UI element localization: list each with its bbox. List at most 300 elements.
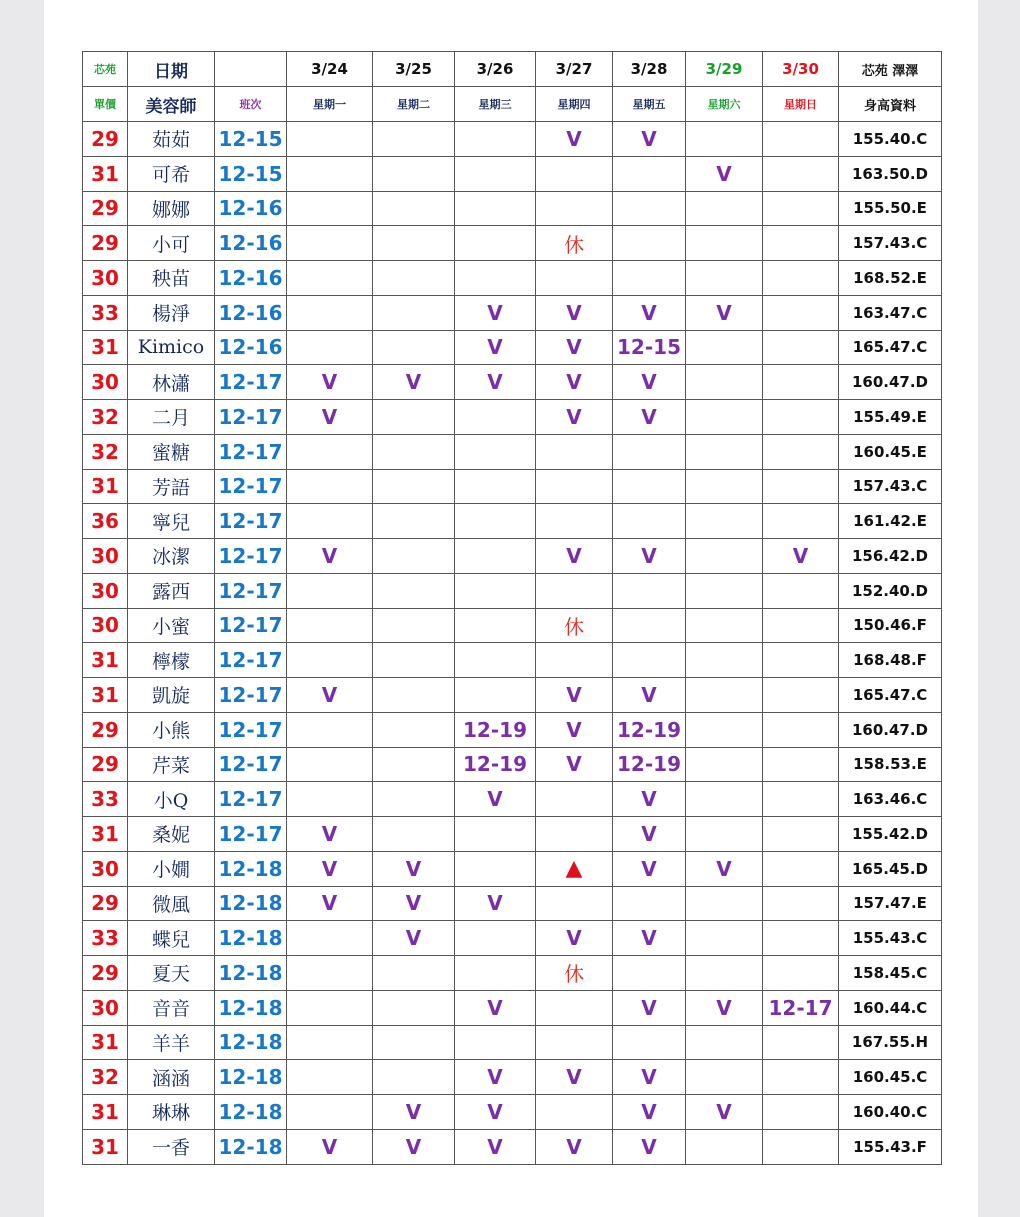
day-cell — [455, 504, 536, 539]
day-cell — [455, 261, 536, 296]
schedule-table — [82, 51, 942, 1165]
day-cell — [536, 504, 613, 539]
day-cell: V — [613, 921, 686, 956]
day-cell — [763, 1060, 839, 1095]
stylist-name-cell: 冰潔 — [128, 539, 215, 574]
height-cell: 160.47.D — [839, 712, 942, 747]
day-cell — [763, 122, 839, 157]
stylist-name-cell: 羊羊 — [128, 1025, 215, 1060]
height-cell: 155.49.E — [839, 400, 942, 435]
day-cell — [686, 782, 763, 817]
day-cell — [686, 712, 763, 747]
shift-cell: 12-16 — [215, 330, 287, 365]
day-cell — [287, 573, 373, 608]
day-cell — [686, 539, 763, 574]
shift-cell: 12-18 — [215, 851, 287, 886]
table-row — [83, 851, 942, 886]
stylist-name-cell: 露西 — [128, 573, 215, 608]
day-cell — [373, 191, 455, 226]
table-row — [83, 956, 942, 991]
day-cell — [763, 573, 839, 608]
day-cell — [686, 330, 763, 365]
day-cell: V — [287, 851, 373, 886]
stylist-name-cell: 凱旋 — [128, 678, 215, 713]
stylist-name-cell: 微風 — [128, 886, 215, 921]
day-cell — [763, 400, 839, 435]
price-cell: 33 — [83, 782, 128, 817]
day-cell — [763, 330, 839, 365]
day-cell: V — [763, 539, 839, 574]
price-cell: 31 — [83, 1095, 128, 1130]
day-cell: V — [686, 156, 763, 191]
price-cell: 32 — [83, 434, 128, 469]
table-row — [83, 1129, 942, 1164]
corner-top-label: 芯苑 — [83, 52, 128, 87]
day-cell — [287, 782, 373, 817]
day-cell: V — [373, 886, 455, 921]
day-cell: ▲ — [536, 851, 613, 886]
height-cell: 161.42.E — [839, 504, 942, 539]
height-cell: 167.55.H — [839, 1025, 942, 1060]
day-cell: V — [373, 365, 455, 400]
day-cell: V — [686, 851, 763, 886]
day-cell — [686, 921, 763, 956]
day-cell — [373, 539, 455, 574]
right-top-label: 芯苑 澤澤 — [839, 52, 942, 87]
day-cell — [613, 261, 686, 296]
day-cell — [373, 678, 455, 713]
day-cell — [536, 261, 613, 296]
height-cell: 165.47.C — [839, 678, 942, 713]
shift-cell: 12-16 — [215, 295, 287, 330]
shift-cell: 12-16 — [215, 226, 287, 261]
table-row — [83, 156, 942, 191]
day-cell: V — [287, 1129, 373, 1164]
price-cell: 33 — [83, 295, 128, 330]
height-cell: 160.44.C — [839, 990, 942, 1025]
day-cell — [287, 434, 373, 469]
stylist-label: 美容師 — [128, 87, 215, 122]
day-cell — [686, 817, 763, 852]
day-cell — [455, 643, 536, 678]
table-row — [83, 400, 942, 435]
day-cell: V — [536, 539, 613, 574]
height-cell: 150.46.F — [839, 608, 942, 643]
day-cell: V — [287, 539, 373, 574]
shift-cell: 12-18 — [215, 1060, 287, 1095]
day-cell: V — [373, 851, 455, 886]
date-fri: 3/28 — [613, 52, 686, 87]
shift-cell: 12-17 — [215, 400, 287, 435]
day-cell — [536, 191, 613, 226]
day-cell: V — [455, 295, 536, 330]
price-cell: 31 — [83, 1129, 128, 1164]
table-row — [83, 712, 942, 747]
day-cell — [613, 226, 686, 261]
shift-cell: 12-17 — [215, 817, 287, 852]
shift-cell: 12-18 — [215, 886, 287, 921]
stylist-name-cell: 一香 — [128, 1129, 215, 1164]
weekday-sun: 星期日 — [763, 87, 839, 122]
day-cell — [686, 1025, 763, 1060]
stylist-name-cell: 林瀟 — [128, 365, 215, 400]
day-cell: V — [455, 365, 536, 400]
day-cell: V — [287, 886, 373, 921]
stylist-name-cell: 茹茹 — [128, 122, 215, 157]
stylist-name-cell: 小蜜 — [128, 608, 215, 643]
day-cell — [455, 156, 536, 191]
height-cell: 165.45.D — [839, 851, 942, 886]
height-cell: 155.42.D — [839, 817, 942, 852]
day-cell: 12-19 — [613, 712, 686, 747]
day-cell — [763, 434, 839, 469]
day-cell: V — [536, 122, 613, 157]
day-cell — [536, 469, 613, 504]
stylist-name-cell: 楊淨 — [128, 295, 215, 330]
table-row — [83, 504, 942, 539]
day-cell: V — [686, 990, 763, 1025]
day-cell — [763, 295, 839, 330]
day-cell: 休 — [536, 608, 613, 643]
day-cell — [287, 469, 373, 504]
day-cell: V — [613, 678, 686, 713]
day-cell — [763, 226, 839, 261]
day-cell — [455, 817, 536, 852]
day-cell: 休 — [536, 226, 613, 261]
stylist-name-cell: 桑妮 — [128, 817, 215, 852]
day-cell: V — [686, 1095, 763, 1130]
height-cell: 160.45.E — [839, 434, 942, 469]
day-cell: V — [287, 817, 373, 852]
day-cell — [536, 1025, 613, 1060]
shift-cell: 12-16 — [215, 261, 287, 296]
day-cell — [373, 712, 455, 747]
day-cell — [536, 573, 613, 608]
day-cell — [373, 226, 455, 261]
day-cell — [373, 400, 455, 435]
document-page — [44, 0, 978, 1217]
date-wed: 3/26 — [455, 52, 536, 87]
day-cell — [373, 782, 455, 817]
stylist-name-cell: 琳琳 — [128, 1095, 215, 1130]
stylist-name-cell: 可希 — [128, 156, 215, 191]
day-cell — [763, 851, 839, 886]
day-cell — [613, 504, 686, 539]
height-cell: 157.43.C — [839, 226, 942, 261]
price-cell: 30 — [83, 608, 128, 643]
day-cell — [686, 365, 763, 400]
price-cell: 31 — [83, 678, 128, 713]
table-row — [83, 434, 942, 469]
day-cell — [763, 712, 839, 747]
weekday-wed: 星期三 — [455, 87, 536, 122]
day-cell — [455, 851, 536, 886]
day-cell — [536, 1095, 613, 1130]
height-cell: 157.43.C — [839, 469, 942, 504]
height-cell: 157.47.E — [839, 886, 942, 921]
day-cell — [686, 469, 763, 504]
right-bottom-label: 身高資料 — [839, 87, 942, 122]
day-cell — [763, 643, 839, 678]
day-cell — [455, 921, 536, 956]
day-cell — [613, 469, 686, 504]
day-cell — [686, 400, 763, 435]
day-cell — [613, 886, 686, 921]
height-cell: 163.47.C — [839, 295, 942, 330]
day-cell: V — [613, 782, 686, 817]
day-cell — [287, 226, 373, 261]
day-cell — [455, 573, 536, 608]
day-cell — [763, 886, 839, 921]
stylist-name-cell: 寧兒 — [128, 504, 215, 539]
height-cell: 156.42.D — [839, 539, 942, 574]
price-cell: 31 — [83, 643, 128, 678]
day-cell: V — [613, 365, 686, 400]
day-cell — [373, 608, 455, 643]
stylist-name-cell: Kimico — [128, 330, 215, 365]
day-cell — [613, 573, 686, 608]
shift-cell: 12-15 — [215, 122, 287, 157]
height-cell: 165.47.C — [839, 330, 942, 365]
day-cell: V — [613, 122, 686, 157]
day-cell — [763, 608, 839, 643]
day-cell: V — [613, 1060, 686, 1095]
day-cell — [613, 156, 686, 191]
day-cell — [763, 817, 839, 852]
day-cell — [373, 261, 455, 296]
day-cell: V — [613, 295, 686, 330]
day-cell: V — [455, 1129, 536, 1164]
table-row — [83, 886, 942, 921]
day-cell — [455, 539, 536, 574]
table-row — [83, 573, 942, 608]
price-cell: 31 — [83, 1025, 128, 1060]
day-cell — [287, 990, 373, 1025]
header-row-weekdays — [83, 87, 942, 122]
day-cell — [763, 261, 839, 296]
date-thu: 3/27 — [536, 52, 613, 87]
table-row — [83, 747, 942, 782]
weekday-fri: 星期五 — [613, 87, 686, 122]
stylist-name-cell: 娜娜 — [128, 191, 215, 226]
table-row — [83, 817, 942, 852]
day-cell: V — [536, 747, 613, 782]
shift-cell: 12-17 — [215, 782, 287, 817]
shift-cell: 12-18 — [215, 1025, 287, 1060]
table-row — [83, 643, 942, 678]
day-cell — [763, 365, 839, 400]
day-cell: 12-19 — [455, 712, 536, 747]
day-cell — [287, 261, 373, 296]
table-row — [83, 122, 942, 157]
day-cell — [686, 643, 763, 678]
weekday-thu: 星期四 — [536, 87, 613, 122]
shift-cell: 12-17 — [215, 573, 287, 608]
height-cell: 158.45.C — [839, 956, 942, 991]
day-cell — [455, 226, 536, 261]
day-cell — [287, 504, 373, 539]
height-cell: 163.46.C — [839, 782, 942, 817]
table-row — [83, 365, 942, 400]
day-cell — [763, 678, 839, 713]
day-cell — [686, 747, 763, 782]
day-cell — [455, 469, 536, 504]
day-cell — [536, 782, 613, 817]
table-row — [83, 1025, 942, 1060]
height-cell: 155.43.C — [839, 921, 942, 956]
day-cell: V — [613, 539, 686, 574]
day-cell — [373, 504, 455, 539]
day-cell — [613, 191, 686, 226]
shift-cell: 12-18 — [215, 956, 287, 991]
stylist-name-cell: 涵涵 — [128, 1060, 215, 1095]
day-cell: V — [536, 295, 613, 330]
day-cell — [613, 434, 686, 469]
table-row — [83, 782, 942, 817]
day-cell — [455, 191, 536, 226]
price-cell: 30 — [83, 365, 128, 400]
day-cell — [763, 747, 839, 782]
price-cell: 31 — [83, 156, 128, 191]
day-cell — [686, 226, 763, 261]
day-cell — [763, 504, 839, 539]
day-cell: V — [373, 1095, 455, 1130]
day-cell: V — [686, 295, 763, 330]
table-row — [83, 678, 942, 713]
stylist-name-cell: 檸檬 — [128, 643, 215, 678]
table-row — [83, 330, 942, 365]
price-cell: 30 — [83, 539, 128, 574]
table-row — [83, 990, 942, 1025]
day-cell: V — [613, 851, 686, 886]
weekday-sat: 星期六 — [686, 87, 763, 122]
day-cell — [613, 956, 686, 991]
table-row — [83, 261, 942, 296]
day-cell — [373, 1060, 455, 1095]
day-cell: V — [536, 1129, 613, 1164]
stylist-name-cell: 小可 — [128, 226, 215, 261]
height-cell: 155.50.E — [839, 191, 942, 226]
stylist-name-cell: 夏天 — [128, 956, 215, 991]
day-cell — [613, 608, 686, 643]
height-cell: 168.52.E — [839, 261, 942, 296]
day-cell — [287, 643, 373, 678]
day-cell: V — [373, 921, 455, 956]
day-cell — [287, 712, 373, 747]
day-cell: V — [536, 400, 613, 435]
price-cell: 31 — [83, 330, 128, 365]
day-cell: V — [287, 678, 373, 713]
day-cell — [763, 1095, 839, 1130]
day-cell — [373, 295, 455, 330]
stylist-name-cell: 蝶兒 — [128, 921, 215, 956]
day-cell — [373, 122, 455, 157]
day-cell: V — [613, 817, 686, 852]
table-row — [83, 921, 942, 956]
weekday-mon: 星期一 — [287, 87, 373, 122]
shift-cell: 12-17 — [215, 747, 287, 782]
shift-cell: 12-18 — [215, 1129, 287, 1164]
day-cell — [686, 504, 763, 539]
day-cell — [287, 956, 373, 991]
price-cell: 29 — [83, 747, 128, 782]
table-row — [83, 469, 942, 504]
day-cell — [613, 1025, 686, 1060]
day-cell — [287, 156, 373, 191]
price-cell: 30 — [83, 990, 128, 1025]
date-sun: 3/30 — [763, 52, 839, 87]
day-cell — [373, 330, 455, 365]
stylist-name-cell: 秧苗 — [128, 261, 215, 296]
day-cell — [373, 643, 455, 678]
day-cell — [686, 1060, 763, 1095]
day-cell: V — [536, 712, 613, 747]
day-cell: V — [613, 1095, 686, 1130]
day-cell — [287, 1060, 373, 1095]
price-cell: 33 — [83, 921, 128, 956]
shift-cell: 12-17 — [215, 504, 287, 539]
day-cell — [455, 434, 536, 469]
day-cell — [536, 886, 613, 921]
table-row — [83, 1060, 942, 1095]
shift-cell: 12-16 — [215, 191, 287, 226]
shift-cell: 12-15 — [215, 156, 287, 191]
day-cell — [287, 295, 373, 330]
height-cell: 158.53.E — [839, 747, 942, 782]
day-cell: V — [455, 1095, 536, 1130]
day-cell — [763, 469, 839, 504]
day-cell — [373, 1025, 455, 1060]
day-cell — [455, 956, 536, 991]
day-cell — [287, 608, 373, 643]
day-cell — [686, 956, 763, 991]
day-cell — [373, 817, 455, 852]
table-row — [83, 608, 942, 643]
height-cell: 152.40.D — [839, 573, 942, 608]
price-cell: 30 — [83, 261, 128, 296]
stylist-name-cell: 音音 — [128, 990, 215, 1025]
shift-cell: 12-17 — [215, 434, 287, 469]
height-cell: 160.40.C — [839, 1095, 942, 1130]
day-cell: 休 — [536, 956, 613, 991]
price-cell: 32 — [83, 1060, 128, 1095]
height-cell: 163.50.D — [839, 156, 942, 191]
stylist-name-cell: 芹菜 — [128, 747, 215, 782]
day-cell — [686, 261, 763, 296]
day-cell — [613, 643, 686, 678]
day-cell — [763, 782, 839, 817]
day-cell — [287, 921, 373, 956]
day-cell — [686, 434, 763, 469]
day-cell: V — [287, 400, 373, 435]
day-cell — [686, 886, 763, 921]
day-cell — [686, 122, 763, 157]
price-cell: 29 — [83, 712, 128, 747]
shift-cell: 12-17 — [215, 469, 287, 504]
day-cell — [455, 608, 536, 643]
day-cell — [686, 1129, 763, 1164]
day-cell: V — [613, 990, 686, 1025]
day-cell — [287, 1095, 373, 1130]
height-cell: 168.48.F — [839, 643, 942, 678]
day-cell: V — [455, 886, 536, 921]
price-cell: 36 — [83, 504, 128, 539]
day-cell — [455, 400, 536, 435]
day-cell — [536, 643, 613, 678]
day-cell: V — [536, 678, 613, 713]
day-cell — [373, 990, 455, 1025]
day-cell — [536, 817, 613, 852]
